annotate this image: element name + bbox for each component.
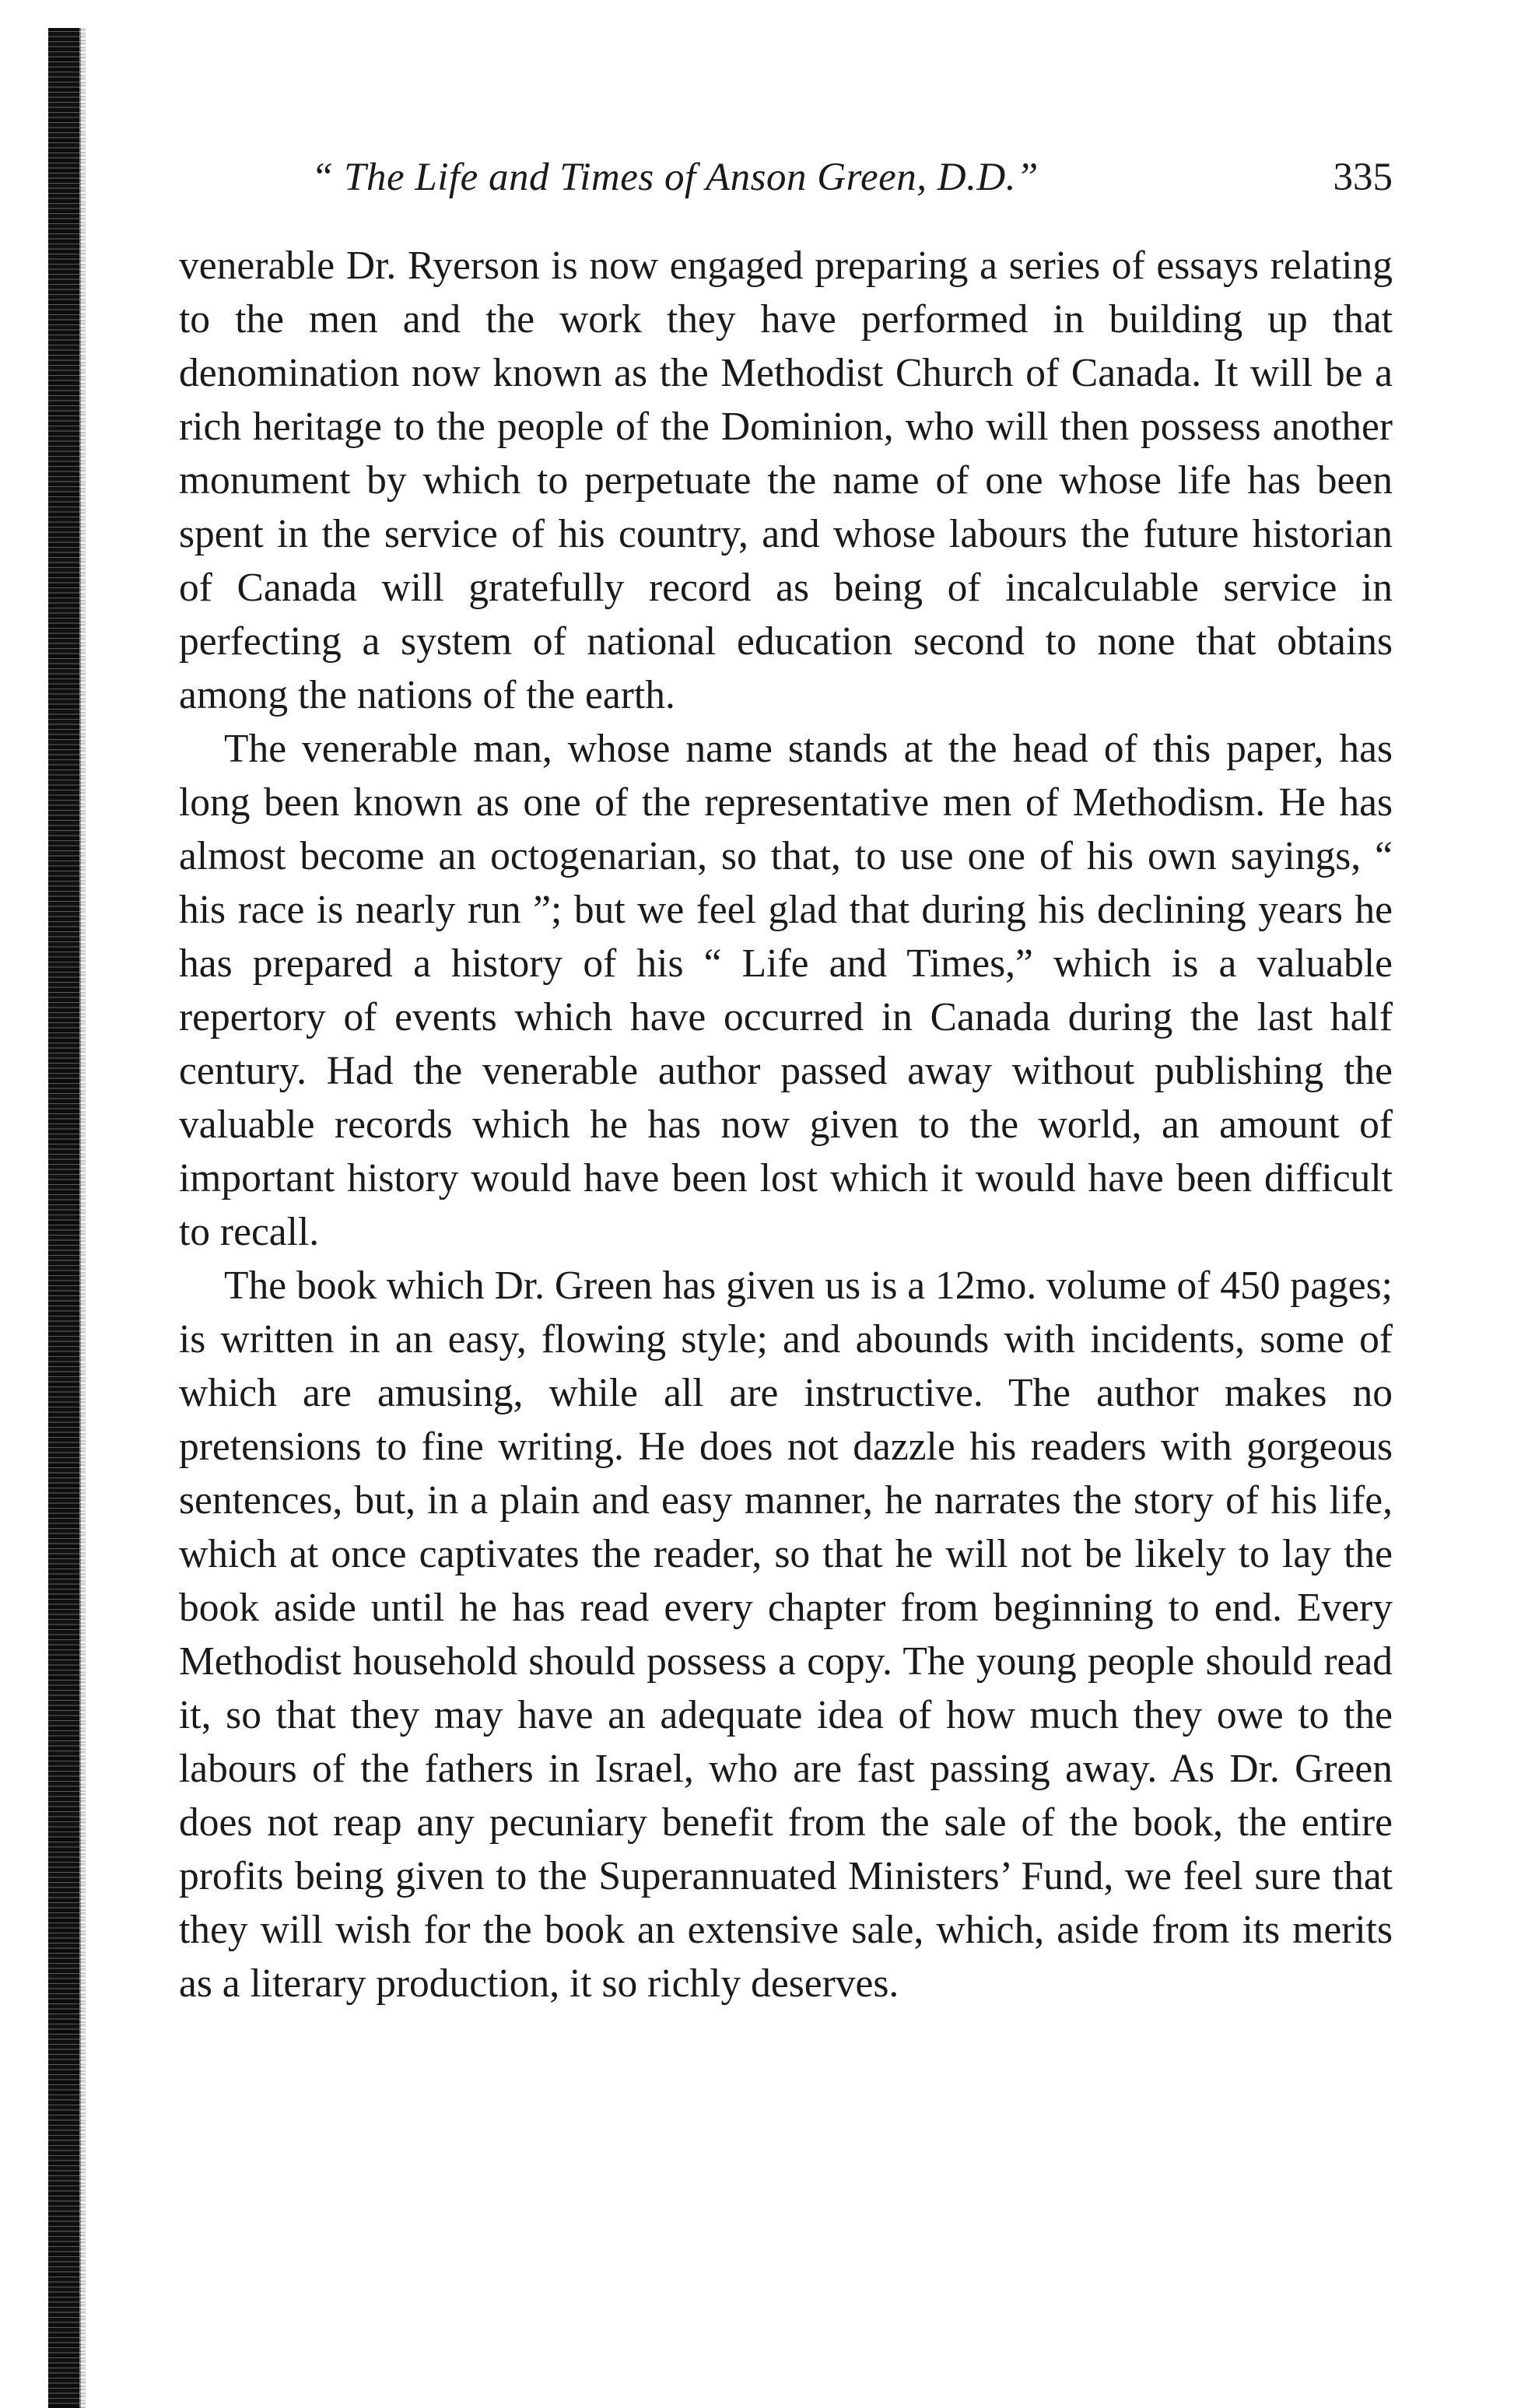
scanned-page-edge — [48, 28, 81, 2408]
running-title: “ The Life and Times of Anson Green, D.D.” — [311, 156, 1039, 199]
paragraph: The book which Dr. Green has given us is a 12mo. volume of 450 pages; is written in an easy, flowing style; and abounds with incidents, some of which are amusing, while all are instructive. The author makes no pretensions to fine writing. He does not dazzle his readers with gorgeous sentences, but, in a plain and easy manner, he narrates the story of his life, which at once captivates the reader, so that he will not be likely to lay the book aside until he has read every chapter from beginning to end. Every Methodist household should possess a copy. The young people should read it, so that they may have an adequate idea of how much they owe to the labours of the fathers in Israel, who are fast passing away. As Dr. Green does not reap any pecuniary benefit from the sale of the book, the entire profits being given to the Superannuated Ministers’ Fund, we feel sure that they will wish for the book an extensive sale, which, aside from its merits as a literary production, it so richly deserves. — [179, 1264, 1393, 2006]
page-header — [179, 150, 1393, 205]
page-number: 335 — [1333, 156, 1393, 199]
paragraph: The venerable man, whose name stands at the head of this paper, has long been known as one of the representative men of Methodism. He has almost become an octogenarian, so that, to use one of his own sayings, “ his race is nearly run ”; but we feel glad that during his declining years he has prepared a history of his “ Life and Times,” which is a valuable repertory of events which have occurred in Canada during the last half century. Had the venerable author passed away without publishing the valuable records which he has now given to the world, an amount of important history would have been lost which it would have been difficult to recall. — [179, 727, 1393, 1254]
body-text — [179, 239, 1393, 2010]
paragraph-continued: venerable Dr. Ryerson is now engaged preparing a series of essays relating to the men and the work they have performed in building up that denomination now known as the Methodist Church of Canada. It will be a rich heritage to the people of the Dominion, who will then possess another monument by which to perpetuate the name of one whose life has been spent in the service of his country, and whose labours the future historian of Canada will gratefully record as being of incalculable service in perfecting a system of national education second to none that obtains among the nations of the earth. — [179, 244, 1393, 717]
